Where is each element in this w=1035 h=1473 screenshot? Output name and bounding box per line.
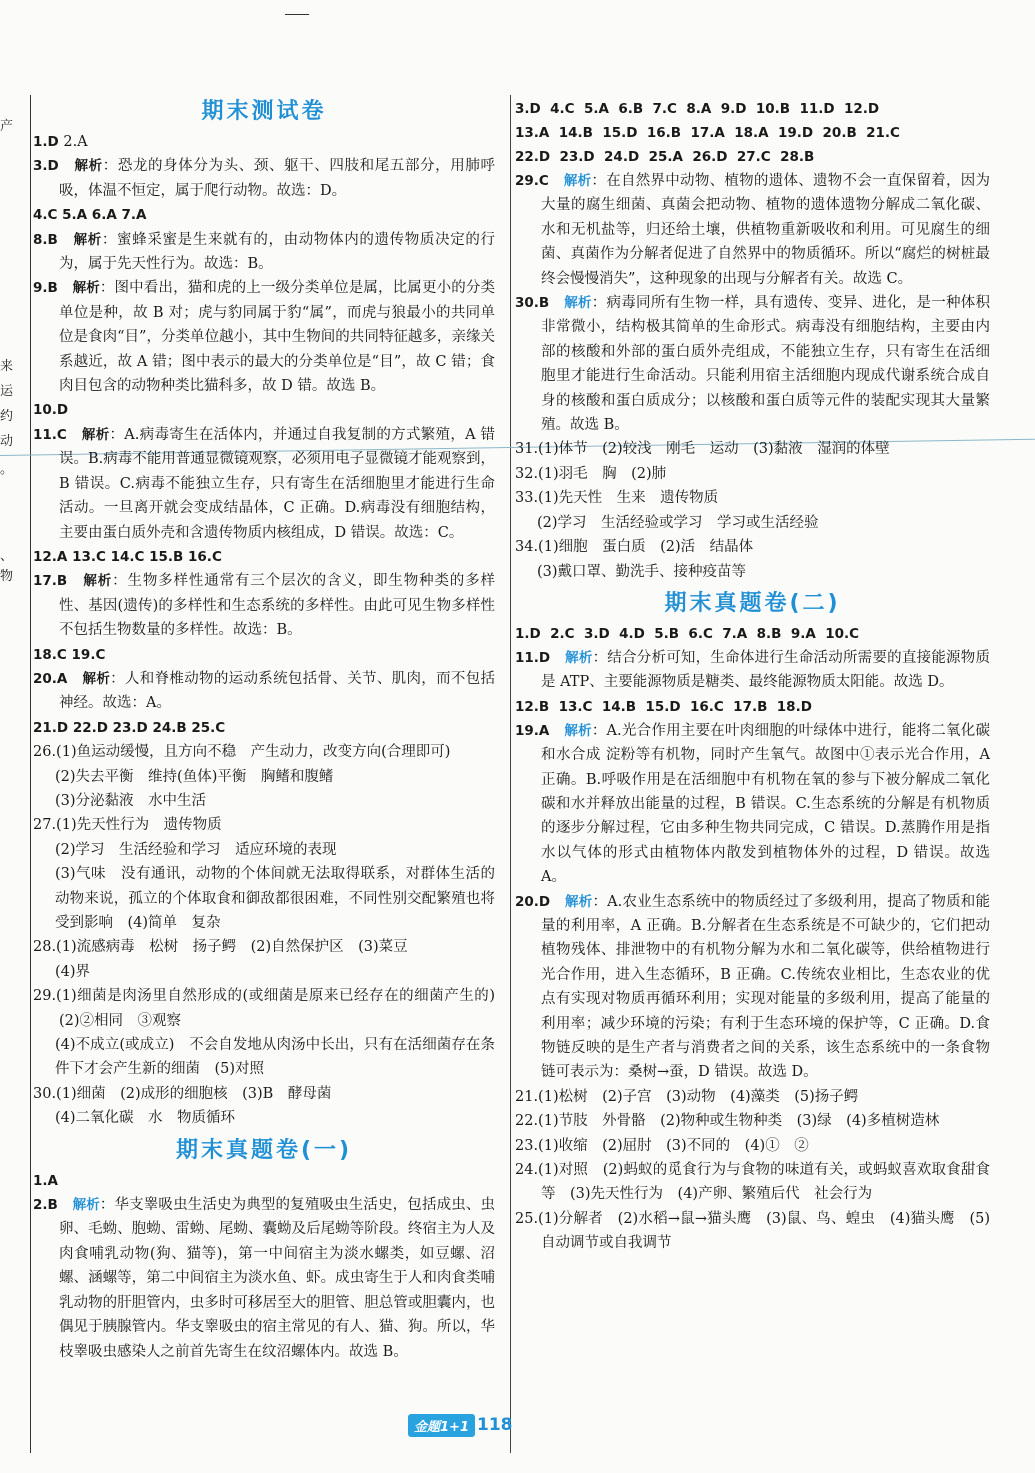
brand-logo: 金题1+1 <box>408 1414 475 1437</box>
answer-item: 9.B 解析：图中看出，猫和虎的上一级分类单位是属，比属更小的分类单位是种，故 B 对；虎与豹同属于豹“属”，而虎与狼最小的共同单位是食肉“目”，分类单位越小，其中生物间的共同特征越多，亲缘关系越近，故 A 错；图中表示的最大的分类单位是“目”，故 C 错；食肉目包含的动物种类比猫科多，故 D 错。故选 B。 <box>33 280 496 395</box>
answer-item: 1.D 2.A <box>33 134 88 150</box>
page-number: 118 <box>476 1415 513 1435</box>
answer-item: 34.(1)细胞 蛋白质 (2)活 结晶体 <box>515 539 754 556</box>
answer-subline: (4)不成立(或成立) 不会自发地从肉汤中长出，只有在活细菌存在条件下才会产生新的细菌 (5)对照 <box>55 1037 495 1078</box>
answer-item: 12.A 13.C 14.C 15.B 16.C <box>33 548 222 565</box>
top-mark <box>285 14 309 15</box>
side-fragment: 动 <box>0 434 14 449</box>
answer-item: 28.(1)流感病毒 松树 扬子鳄 (2)自然保护区 (3)菜豆 <box>33 939 408 956</box>
side-fragment: 物 <box>0 569 14 584</box>
side-fragment: 产 <box>0 119 14 134</box>
side-fragment: 。 <box>0 462 14 477</box>
column-divider <box>510 95 511 1453</box>
answer-subline: (3)戴口罩、勤洗手、接种疫苗等 <box>537 563 747 580</box>
answer-item: 20.A 解析：人和脊椎动物的运动系统包括骨、关节、肌肉，而不包括神经。故选：A。 <box>33 670 496 712</box>
left-column <box>33 92 510 1364</box>
answer-item: 11.C 解析：A.病毒寄生在活体内，并通过自我复制的方式繁殖，A 错误。B.病毒不能用普通显微镜观察，必须用电子显微镜才能观察到，B 错误。C.病毒不能独立生存，只有寄生在活细胞里才能进行生命活动。一旦离开就会变成结晶体，C 正确。D.病毒没有细胞结构，主要由蛋白质外壳和含遗传物质内核组成，D 错误。故选：C。 <box>33 426 496 541</box>
side-fragment: 约 <box>0 409 14 424</box>
answer-item: 33.(1)先天性 生来 遗传物质 <box>515 490 719 507</box>
answer-subline: (2)失去平衡 维持(鱼体)平衡 胸鳍和腹鳍 <box>55 768 334 785</box>
answer-item: 25.(1)分解者 (2)水稻→鼠→猫头鹰 (3)鼠、鸟、蝗虫 (4)猫头鹰 (5)自动调节或自我调节 <box>515 1210 990 1252</box>
answer-row: 13.A 14.B 15.D 16.B 17.A 18.A 19.D 20.B 21.C <box>515 125 900 141</box>
answer-item: 21.D 22.D 23.D 24.B 25.C <box>33 719 226 736</box>
side-fragment: 、 <box>0 549 14 564</box>
answer-item: 4.C 5.A 6.A 7.A <box>33 207 147 224</box>
answer-item: 31.(1)体节 (2)较浅 刚毛 运动 (3)黏液 湿润的体壁 <box>515 441 890 458</box>
answer-item: 24.(1)对照 (2)蚂蚁的觅食行为与食物的味道有关，或蚂蚁喜欢取食甜食等 (3)先天性行为 (4)产卵、繁殖后代 社会行为 <box>515 1162 990 1203</box>
answer-item: 22.(1)节肢 外骨骼 (2)物种或生物种类 (3)绿 (4)多植树造林 <box>515 1113 940 1130</box>
answer-item: 1.A <box>33 1172 58 1189</box>
answer-row: 22.D 23.D 24.D 25.A 26.D 27.C 28.B <box>515 149 815 165</box>
answer-item: 29.(1)细菌是肉汤里自然形成的(或细菌是原来已经存在的细菌产生的) (2)②相同 ③观察 <box>33 988 510 1029</box>
section-title-final-test: 期末测试卷 <box>201 99 327 124</box>
left-margin-rule <box>30 95 31 1453</box>
answer-subline: (4)界 <box>55 963 91 980</box>
answer-item: 2.B 解析：华支睾吸虫生活史为典型的复殖吸虫生活史，包括成虫、虫卵、毛蚴、胞蚴、雷蚴、尾蚴、囊蚴及后尾蚴等阶段。终宿主为人及肉食哺乳动物(狗、猫等)，第一中间宿主为淡水螺类，如豆螺、沼螺、涵螺等，第二中间宿主为淡水鱼、虾。成虫寄生于人和肉食类哺乳动物的肝胆管内，虫多时可移居至大的胆管、胆总管或胆囊内，也偶见于胰腺管内。华支睾吸虫的宿主常见的有人、猫、狗。所以，华枝睾吸虫感染人之前首先寄生在纹沼螺体内。故选 B。 <box>33 1197 496 1360</box>
answer-item: 29.C 解析：在自然界中动物、植物的遗体、遗物不会一直保留着，因为大量的腐生细菌、真菌会把动物、植物的遗体遗物分解成二氧化碳、水和无机盐等，归还给土壤，供植物重新吸收和利用。可见腐生的细菌、真菌作为分解者促进了自然界中的物质循环。所以“腐烂的树桩最终会慢慢消失”，这种现象的出现与分解者有关。故选 C。 <box>515 173 991 287</box>
answer-row: 3.D 4.C 5.A 6.B 7.C 8.A 9.D 10.B 11.D 12.D <box>515 101 880 117</box>
side-fragment: 运 <box>0 384 14 399</box>
answer-item: 10.D <box>33 402 69 419</box>
answer-subline: (2)学习 生活经验或学习 学习或生活经验 <box>537 514 819 531</box>
answer-item: 18.C 19.C <box>33 646 106 663</box>
answer-subline: (3)分泌黏液 水中生活 <box>55 792 207 809</box>
answer-item: 8.B 解析：蜜蜂采蜜是生来就有的，由动物体内的遗传物质决定的行为，属于先天性行为。故选：B。 <box>33 231 496 273</box>
answer-subline: (4)二氧化碳 水 物质循环 <box>55 1110 236 1127</box>
section-title-final-real-2: 期末真题卷(二) <box>664 590 841 616</box>
answer-item: 27.(1)先天性行为 遗传物质 <box>33 817 222 834</box>
right-column <box>515 97 990 1256</box>
answer-row: 1.D 2.C 3.D 4.D 5.B 6.C 7.A 8.B 9.A 10.C <box>515 625 860 642</box>
answer-item: 11.D 解析：结合分析可知，生命体进行生命活动所需要的直接能源物质是 ATP、主要能源物质是糖类、最终能源物质太阳能。故选 D。 <box>515 649 991 691</box>
answer-item: 17.B 解析：生物多样性通常有三个层次的含义，即生物种类的多样性、基因(遗传)的多样性和生态系统的多样性。由此可见生物多样性不包括生物数量的多样性。故选：B。 <box>33 573 496 639</box>
answer-item: 21.(1)松树 (2)子宫 (3)动物 (4)藻类 (5)扬子鳄 <box>515 1088 859 1105</box>
answer-subline: (3)气味 没有通讯，动物的个体间就无法取得联系，对群体生活的动物来说，孤立的个体取食和御敌都很困难，不同性别交配繁殖也将受到影响 (4)简单 复杂 <box>55 866 495 931</box>
answer-item: 3.D 解析：恐龙的身体分为头、颈、躯干、四肢和尾五部分，用肺呼吸，体温不恒定，属于爬行动物。故选：D。 <box>33 158 496 199</box>
answer-item: 23.(1)收缩 (2)屈肘 (3)不同的 (4)① ② <box>515 1137 809 1154</box>
side-fragment: 来 <box>0 359 14 374</box>
answer-item: 30.B 解析：病毒同所有生物一样，具有遗传、变异、进化，是一种体积非常微小，结构极其简单的生命形式。病毒没有细胞结构，主要由内部的核酸和外部的蛋白质外壳组成，不能独立生存，只有寄生在活细胞里才能进行生命活动。只能利用宿主活细胞内现成代谢系统合成自身的核酸和蛋白质成分；以核酸和蛋白质等元件的装配实现其大量繁殖。故选 B。 <box>515 295 991 434</box>
answer-item: 26.(1)鱼运动缓慢，且方向不稳 产生动力，改变方向(合理即可) <box>33 744 451 761</box>
answer-item: 32.(1)羽毛 胸 (2)肺 <box>515 465 667 482</box>
answer-item: 30.(1)细菌 (2)成形的细胞核 (3)B 酵母菌 <box>33 1085 332 1102</box>
section-title-final-real-1: 期末真题卷(一) <box>175 1137 353 1163</box>
answer-row: 12.B 13.C 14.B 15.D 16.C 17.B 18.D <box>515 698 812 715</box>
page-footer <box>408 1413 512 1437</box>
answer-item: 20.D 解析：A.农业生态系统中的物质经过了多级利用，提高了物质和能量的利用率，A 正确。B.分解者在生态系统是不可缺少的，它们把动植物残体、排泄物中的有机物分解为水和二氧化碳等，供给植物进行光合作用，进入生态循环，B 正确。C.传统农业相比，生态农业的优点有实现对物质再循环利用；实现对能量的多级利用，提高了能量的利用率；减少环境的污染；有利于生态环境的保护等，C 正确。D.食物链反映的是生产者与消费者之间的关系，该生态系统中的一条食物链可表示为：桑树→蚕，D 错误。故选 D。 <box>515 893 990 1081</box>
answer-subline: (2)学习 生活经验和学习 适应环境的表现 <box>55 841 337 858</box>
answer-item: 19.A 解析：A.光合作用主要在叶肉细胞的叶绿体中进行，能将二氧化碳和水合成 淀粉等有机物，同时产生氧气。故图中①表示光合作用，A 正确。B.呼吸作用是在活细胞中有机物在氧的参与下被分解成二氧化碳和水并释放出能量的过程，B 错误。C.生态系统的分解是有机物质的逐步分解过程，它由多种生物共同完成，C 错误。D.蒸腾作用是指水以气体的形式由植物体内散发到植物体外的过程，D 错误。故选 A。 <box>515 722 990 886</box>
